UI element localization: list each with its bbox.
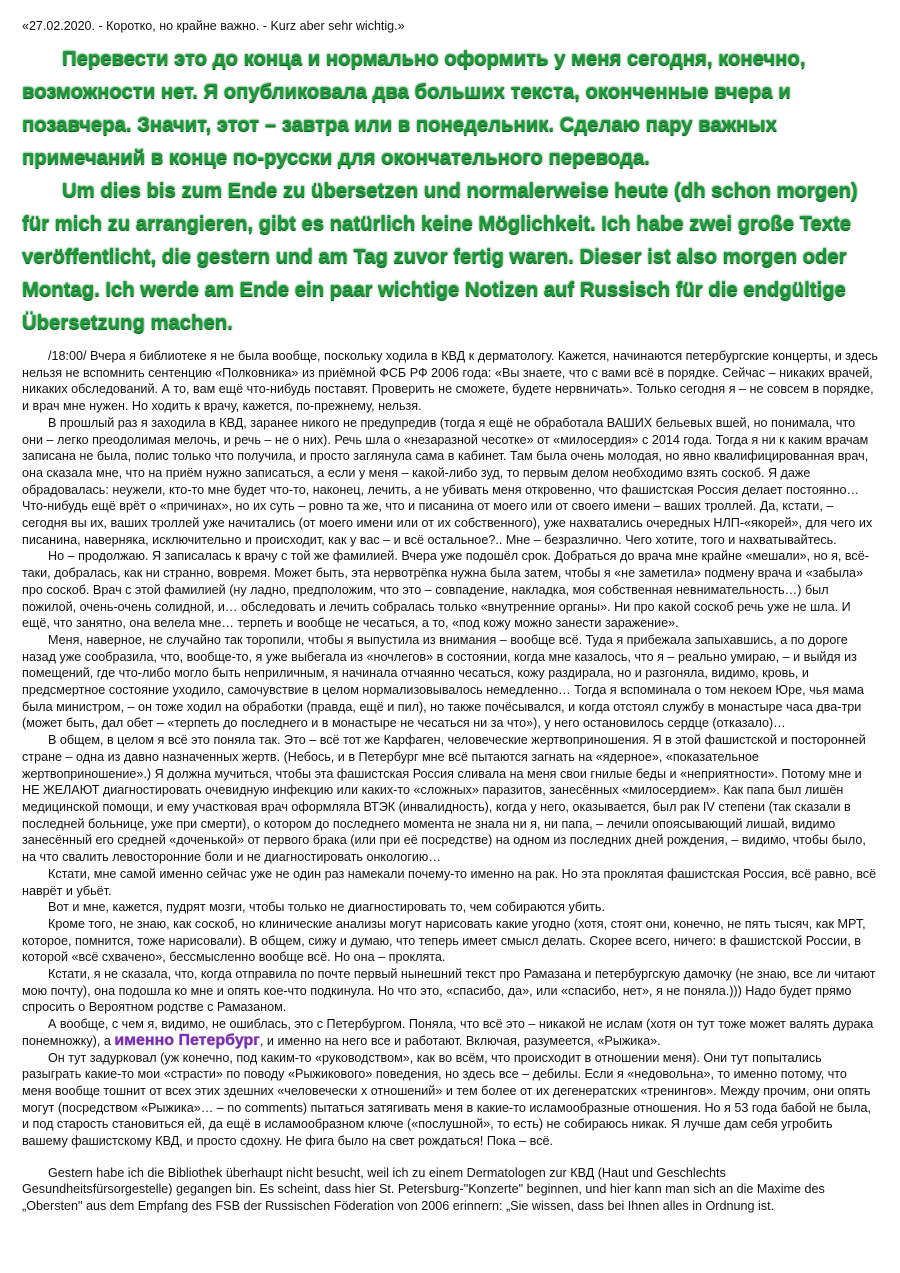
paragraph: В общем, в целом я всё это поняла так. Это – всё тот же Карфаген, человеческие жертвоприношения. Я в этой фашистской и посторонней стране – одна из давно назначенных жертв. (Небось, и в Петербург мне всё пытаются загнать на «ядерное», «показательное жертвоприношение».) Я должна мучиться, чтобы эта фашистская Россия сливала на меня свои гнилые беды и «неприятности». Потому мне и НЕ ЖЕЛАЮТ диагностировать очевидную инфекцию или каких-то «сложных» паразитов, занесённых «милосердием». Как папа был лишён медицинской помощи, и ему участковая врач оформляла ВТЭК (инвалидность), когда у него, оказывается, был рак IV степени (так сказали в последней больнице, уже при смерти), о котором до последнего момента не знала ни я, ни папа, – лечили опоясывающий лишай, видимо занесённый его средней «доченькой» от первого брака (или при её посредстве) на одном из последних дней рождения, – видимо, чтобы было, на что свалить левосторонние боли и не диагностировать онкологию… xyxy=(22,733,866,865)
paragraph: Вот и мне, кажется, пудрят мозги, чтобы только не диагностировать то, чем собираются убить. xyxy=(48,900,605,915)
paragraph-highlighted xyxy=(22,1016,878,1049)
paragraph: Меня, наверное, не случайно так торопили, чтобы я выпустила из внимания – вообще всё. Туда я прибежала запыхавшись, а по дороге назад уже сообразила, что, вообще-то, я уже выбегала из «ночлегов» в состоянии, когда мне казалось, что я – реально умираю, – и выйдя из помещений, где что-либо могло быть неприличным, я начинала отчаянно чесаться, кожу раздирала, но и разгоняла, видимо, кровь, и предсмертное состояние уходило, самочувствие в целом нормализовывалось немедленно… Тогда я вспоминала о том некоем Юре, чья мама была министром, – он тоже ходил на обработки (правда, ещё и пил), но также почёсывался, и когда отстоял службу в монастыре часа два-три (может быть, дал обет – «терпеть до последнего и в монастыре не чесаться ни за что»), у него остановилось сердце (отказало)… xyxy=(22,632,864,731)
intro-german-text: Um dies bis zum Ende zu übersetzen und normalerweise heute (dh schon morgen) für mich zu arrangieren, gibt es natürlich keine Möglichkeit. Ich habe zwei große Texte veröffentlicht, die gestern und am Tag zuvor fertig waren. Dieser ist also morgen oder Montag. Ich werde am Ende ein paar wichtige Notizen auf Russisch für die endgültige Übersetzung machen. xyxy=(22,180,858,334)
highlighted-phrase: именно Петербург xyxy=(114,1031,260,1049)
paragraph-german: Gestern habe ich die Bibliothek überhaupt nicht besucht, weil ich zu einem Dermatologen zur КВД (Haut und Geschlechts Gesundheitsfürsorgestelle) gegangen bin. Es scheint, dass hier St. Petersburg-"Konzerte" beginnen, und hier kann man sich an die Maxime des „Obersten" aus dem Empfang des FSB der Russischen Föderation von 2006 erinnern: „Sie wissen, dass bei Ihnen alles in Ordnung ist. xyxy=(22,1165,825,1214)
paragraph: /18:00/ Вчера я библиотеке я не была вообще, поскольку ходила в КВД к дерматологу. Кажется, начинаются петербургские концерты, и здесь нельзя не вспомнить сентенцию «Полковника» из приёмной ФСБ РФ 2006 года: «Вы знаете, что с вами всё в порядке. Сейчас – никаких врачей, никаких обследований. А то, вам ещё что-нибудь поставят. Проверить не сможете, будете нервничать». Только сегодня я – не совсем в порядке, и врач мне нужен. Но ходить к врачу, кажется, по-прежнему, нельзя. xyxy=(22,349,878,414)
intro-german xyxy=(22,175,878,340)
paragraph-text-before: А вообще, с чем я, видимо, не ошиблась, это с Петербургом. Поняла, что всё это – никакой не ислам (хотя он тут тоже может валять дурака понемножку), а xyxy=(22,1017,874,1048)
paragraph: Кстати, я не сказала, что, когда отправила по почте первый нынешний текст про Рамазана и петербургскую дамочку (не знаю, все ли читают мою почту), она подошла ко мне и опять кое-что подкинула. Но что это, «спасибо, да», или «спасибо, нет», я не поняла.))) Надо будет прямо спросить о Вероятном родстве с Рамазаном. xyxy=(22,967,876,1015)
paragraph: В прошлый раз я заходила в КВД, заранее никого не предупредив (тогда я ещё не обработала ВАШИХ бельевых вшей, но понимала, что они – легко преодолимая мелочь, и речь – не о них). Речь шла о «незаразной чесотке» от «милосердия» с 2014 года. Тогда я ни к каким врачам записана не была, полис только что получила, и просто заглянула сама в кабинет. Там была очень молодая, но явно квалифицированная врач, она сказала мне, что на приём нужно записаться, а если у меня – какой-либо зуд, то первым делом необходимо взять соскоб. Я даже обрадовалась: неужели, кто-то мне будет что-то, наконец, лечить, а не убивать меня откровенно, что фашистская Россия делает постоянно… Что-нибудь ещё врёт о «причинах», но их суть – ровно та же, что и писанина от моего или от своего имени – ваших троллей. Да, кстати, – сегодня вы их, ваших троллей уже начитались (от моего имени или от их собственного), уже нахватались очередных НЛП-«якорей», для чего их писанина, наверняка, исключительно и происходит, как у вас – и всё остальное?.. Мне – безразлично. Чего хотите, того и нахватывайтесь. xyxy=(22,415,873,547)
paragraph-text-after: , и именно на него все и работают. Включая, разумеется, «Рыжика». xyxy=(259,1033,661,1048)
intro-russian xyxy=(22,43,878,175)
article-body xyxy=(22,348,878,1215)
paragraph: Кстати, мне самой именно сейчас уже не один раз намекали почему-то именно на рак. Но эта проклятая фашистская Россия, всё равно, всё наврёт и убьёт. xyxy=(22,866,877,898)
document-header: «27.02.2020. - Коротко, но крайне важно. - Kurz aber sehr wichtig.» xyxy=(22,19,405,33)
paragraph: Он тут задурковал (уж конечно, под каким-то «руководством», как во всём, что происходит в отношении меня). Они тут попытались разыграть какие-то мои «страсти» по поводу «Рыжикового» поведения, но здесь все – дебилы. Если я «недовольна», то именно потому, что меня вообще тошнит от всех этих здешних «человечески х отношений» и тем более от их дегенератских «тренингов». Между прочим, они опять могут (посредством «Рыжика»… – no comments) пытаться затягивать меня в какие-то исламообразные отношения. Но я 53 года бабой не была, и под старость становиться ей, да ещё в исламообразном ключе («послушной», то есть) не собираюсь никак. Я лучше дам себя угробить вашему фашистскому КВД, и просто сдохну. Не фига было на свет рождаться! Пока – всё. xyxy=(22,1050,872,1149)
intro-russian-text: Перевести это до конца и нормально оформить у меня сегодня, конечно, возможности нет. Я опубликовала два больших текста, оконченные вчера и позавчера. Значит, этот – завтра или в понедельник. Сделаю пару важных примечаний в конце по-русски для окончательного перевода. xyxy=(22,48,806,169)
paragraph: Но – продолжаю. Я записалась к врачу с той же фамилией. Вчера уже подошёл срок. Добраться до врача мне крайне «мешали», но я, всё-таки, добралась, как ни странно, вовремя. Может быть, эта нервотрёпка нужна была затем, чтобы я «не заметила» подмену врача и «забыла» про соскоб. Врач с этой фамилией (ну ладно, предположим, что это – совпадение, накладка, моя собственная невнимательность…) был пожилой, очень-очень солидной, и… обследовать и лечить собралась только «внутренние органы». Ни про какой соскоб речь уже не шла. И ещё, что занятно, она велела мне… терпеть и вообще не чесаться, а то, «под кожу можно занести заражение». xyxy=(22,549,869,631)
paragraph: Кроме того, не знаю, как соскоб, но клинические анализы могут нарисовать какие угодно (хотя, стоят они, конечно, не пять тысяч, как МРТ, которое, помнится, тоже нарисовали). В общем, сижу и думаю, что теперь имеет смысл делать. Скорее всего, ничего: в фашистской России, в которой «всё схвачено», бессмысленно вообще всё. Но она – проклята. xyxy=(22,916,866,965)
